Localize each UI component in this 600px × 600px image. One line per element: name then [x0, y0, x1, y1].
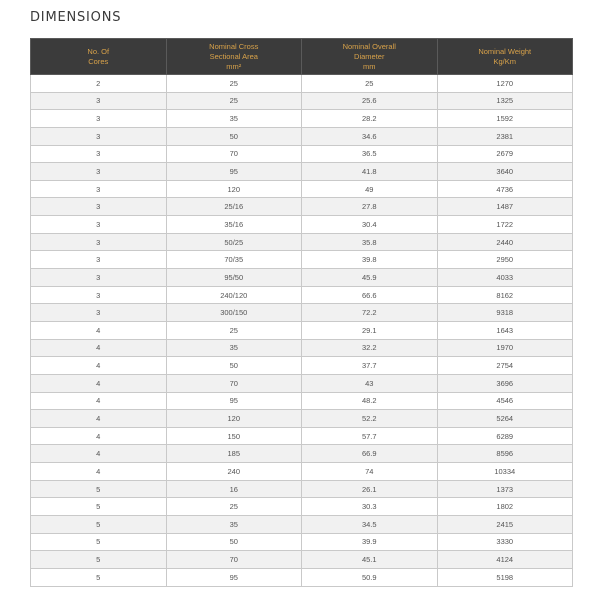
cell-cores: 3: [31, 180, 167, 198]
cell-overall-diameter: 29.1: [302, 321, 438, 339]
cell-cores: 3: [31, 269, 167, 287]
table-row: [31, 516, 573, 534]
cell-cores: 3: [31, 198, 167, 216]
table-row: [31, 163, 573, 181]
cell-cores: 4: [31, 321, 167, 339]
cell-overall-diameter: 26.1: [302, 480, 438, 498]
cell-overall-diameter: 39.8: [302, 251, 438, 269]
cell-overall-diameter: 43: [302, 374, 438, 392]
cell-cores: 4: [31, 427, 167, 445]
cell-overall-diameter: 34.6: [302, 127, 438, 145]
cell-cores: 5: [31, 498, 167, 516]
cell-cross-sectional-area: 50/25: [166, 233, 302, 251]
cell-cross-sectional-area: 25: [166, 92, 302, 110]
cell-weight: 2415: [437, 516, 573, 534]
table-row: [31, 286, 573, 304]
cell-cross-sectional-area: 185: [166, 445, 302, 463]
cell-weight: 4736: [437, 180, 573, 198]
cell-cores: 4: [31, 357, 167, 375]
table-row: [31, 463, 573, 481]
cell-cross-sectional-area: 150: [166, 427, 302, 445]
cell-cross-sectional-area: 70: [166, 145, 302, 163]
table-row: [31, 304, 573, 322]
cell-weight: 1802: [437, 498, 573, 516]
cell-cores: 4: [31, 339, 167, 357]
cell-weight: 6289: [437, 427, 573, 445]
table-row: [31, 110, 573, 128]
header-cores: No. Of Cores: [31, 39, 167, 75]
table-row: [31, 533, 573, 551]
table-row: [31, 392, 573, 410]
table-row: [31, 551, 573, 569]
table-row: [31, 75, 573, 93]
cell-cores: 5: [31, 516, 167, 534]
cell-overall-diameter: 66.9: [302, 445, 438, 463]
table-row: [31, 568, 573, 586]
cell-overall-diameter: 28.2: [302, 110, 438, 128]
cell-cross-sectional-area: 25: [166, 498, 302, 516]
cell-weight: 4546: [437, 392, 573, 410]
table-row: [31, 498, 573, 516]
table-row: [31, 445, 573, 463]
cell-overall-diameter: 45.1: [302, 551, 438, 569]
cell-cross-sectional-area: 35: [166, 516, 302, 534]
cell-weight: 1270: [437, 75, 573, 93]
table-row: [31, 92, 573, 110]
cell-cores: 3: [31, 110, 167, 128]
cell-cross-sectional-area: 95: [166, 163, 302, 181]
cell-overall-diameter: 52.2: [302, 410, 438, 428]
cell-overall-diameter: 36.5: [302, 145, 438, 163]
table-row: [31, 251, 573, 269]
cell-weight: 5198: [437, 568, 573, 586]
table-row: [31, 427, 573, 445]
cell-cores: 4: [31, 374, 167, 392]
cell-weight: 8162: [437, 286, 573, 304]
cell-cross-sectional-area: 35: [166, 110, 302, 128]
header-overall-diameter: Nominal Overall Diameter mm: [302, 39, 438, 75]
cell-weight: 4033: [437, 269, 573, 287]
cell-cores: 4: [31, 463, 167, 481]
page-title: DIMENSIONS: [30, 10, 122, 25]
cell-cross-sectional-area: 240/120: [166, 286, 302, 304]
cell-cross-sectional-area: 50: [166, 533, 302, 551]
cell-cores: 5: [31, 533, 167, 551]
cell-overall-diameter: 66.6: [302, 286, 438, 304]
cell-weight: 3330: [437, 533, 573, 551]
cell-weight: 2440: [437, 233, 573, 251]
cell-cross-sectional-area: 95: [166, 392, 302, 410]
cell-overall-diameter: 41.8: [302, 163, 438, 181]
cell-cross-sectional-area: 300/150: [166, 304, 302, 322]
cell-cores: 4: [31, 392, 167, 410]
cell-cores: 3: [31, 92, 167, 110]
cell-cross-sectional-area: 95/50: [166, 269, 302, 287]
cell-cross-sectional-area: 25/16: [166, 198, 302, 216]
table-row: [31, 269, 573, 287]
cell-overall-diameter: 48.2: [302, 392, 438, 410]
cell-cores: 4: [31, 410, 167, 428]
cell-overall-diameter: 25.6: [302, 92, 438, 110]
dimensions-table: [30, 38, 573, 587]
header-cross-sectional-area: Nominal Cross Sectional Area mm²: [166, 39, 302, 75]
cell-cross-sectional-area: 120: [166, 180, 302, 198]
table-row: [31, 339, 573, 357]
cell-weight: 2381: [437, 127, 573, 145]
cell-overall-diameter: 30.3: [302, 498, 438, 516]
cell-overall-diameter: 49: [302, 180, 438, 198]
cell-overall-diameter: 45.9: [302, 269, 438, 287]
cell-cores: 5: [31, 551, 167, 569]
cell-cross-sectional-area: 35: [166, 339, 302, 357]
cell-cross-sectional-area: 95: [166, 568, 302, 586]
cell-overall-diameter: 39.9: [302, 533, 438, 551]
table-header-row: [31, 39, 573, 75]
header-weight: Nominal Weight Kg/Km: [437, 39, 573, 75]
table-row: [31, 410, 573, 428]
cell-weight: 1643: [437, 321, 573, 339]
cell-cores: 3: [31, 233, 167, 251]
table-body: [31, 75, 573, 587]
table-row: [31, 145, 573, 163]
cell-weight: 1487: [437, 198, 573, 216]
cell-cross-sectional-area: 25: [166, 321, 302, 339]
cell-weight: 1373: [437, 480, 573, 498]
cell-cross-sectional-area: 35/16: [166, 216, 302, 234]
cell-overall-diameter: 34.5: [302, 516, 438, 534]
table-row: [31, 321, 573, 339]
cell-weight: 2754: [437, 357, 573, 375]
cell-cores: 3: [31, 145, 167, 163]
cell-cores: 3: [31, 127, 167, 145]
cell-weight: 1722: [437, 216, 573, 234]
table-row: [31, 216, 573, 234]
cell-overall-diameter: 27.8: [302, 198, 438, 216]
cell-cross-sectional-area: 120: [166, 410, 302, 428]
table-row: [31, 180, 573, 198]
table-row: [31, 127, 573, 145]
cell-overall-diameter: 74: [302, 463, 438, 481]
table-row: [31, 480, 573, 498]
cell-cross-sectional-area: 70/35: [166, 251, 302, 269]
table-row: [31, 357, 573, 375]
table-row: [31, 233, 573, 251]
cell-overall-diameter: 72.2: [302, 304, 438, 322]
cell-overall-diameter: 35.8: [302, 233, 438, 251]
table-row: [31, 198, 573, 216]
cell-cores: 2: [31, 75, 167, 93]
cell-cores: 3: [31, 304, 167, 322]
cell-overall-diameter: 25: [302, 75, 438, 93]
cell-cores: 3: [31, 286, 167, 304]
cell-overall-diameter: 50.9: [302, 568, 438, 586]
cell-cross-sectional-area: 70: [166, 551, 302, 569]
cell-overall-diameter: 30.4: [302, 216, 438, 234]
cell-cores: 3: [31, 251, 167, 269]
cell-weight: 5264: [437, 410, 573, 428]
cell-weight: 3696: [437, 374, 573, 392]
table-row: [31, 374, 573, 392]
cell-cross-sectional-area: 70: [166, 374, 302, 392]
cell-cross-sectional-area: 50: [166, 127, 302, 145]
cell-overall-diameter: 37.7: [302, 357, 438, 375]
cell-weight: 1970: [437, 339, 573, 357]
cell-cross-sectional-area: 50: [166, 357, 302, 375]
cell-overall-diameter: 32.2: [302, 339, 438, 357]
cell-overall-diameter: 57.7: [302, 427, 438, 445]
cell-cross-sectional-area: 240: [166, 463, 302, 481]
cell-weight: 1592: [437, 110, 573, 128]
cell-cores: 5: [31, 480, 167, 498]
cell-cores: 3: [31, 163, 167, 181]
cell-cross-sectional-area: 25: [166, 75, 302, 93]
cell-weight: 9318: [437, 304, 573, 322]
cell-weight: 10334: [437, 463, 573, 481]
cell-weight: 4124: [437, 551, 573, 569]
cell-cores: 5: [31, 568, 167, 586]
cell-weight: 2950: [437, 251, 573, 269]
cell-weight: 1325: [437, 92, 573, 110]
cell-weight: 2679: [437, 145, 573, 163]
cell-cross-sectional-area: 16: [166, 480, 302, 498]
cell-cores: 4: [31, 445, 167, 463]
cell-cores: 3: [31, 216, 167, 234]
cell-weight: 8596: [437, 445, 573, 463]
cell-weight: 3640: [437, 163, 573, 181]
